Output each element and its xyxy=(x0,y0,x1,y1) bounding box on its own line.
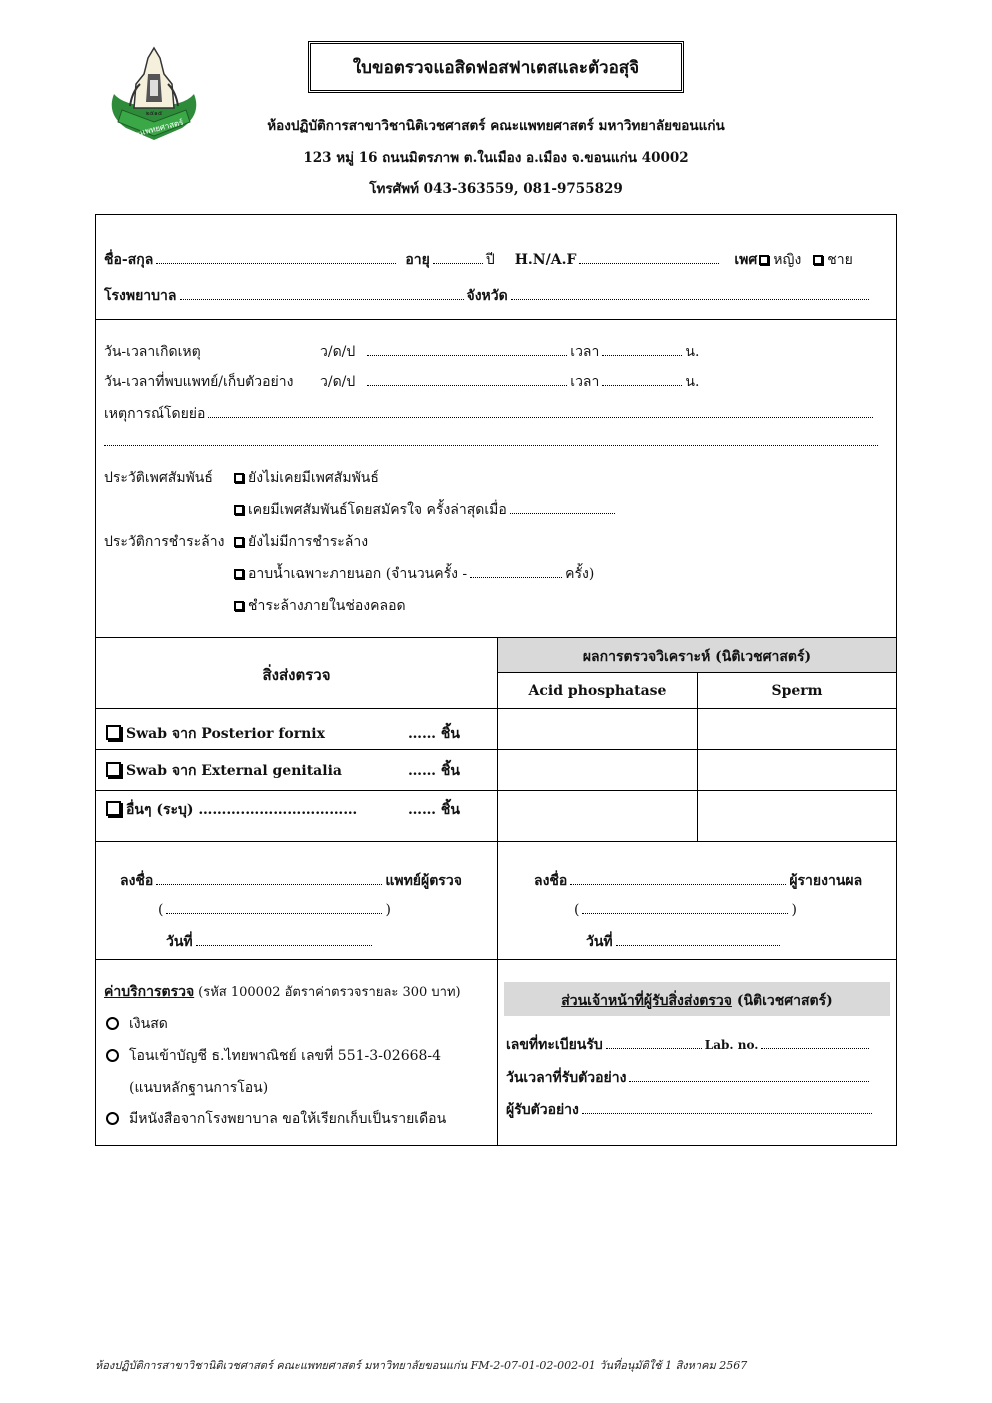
summary-row xyxy=(104,403,876,425)
reporter-sign-row xyxy=(534,870,862,892)
payment-letter-row xyxy=(106,1108,446,1130)
payment-letter-radio[interactable] xyxy=(106,1112,119,1125)
age-label: อายุ xyxy=(405,252,430,268)
female-checkbox[interactable] xyxy=(759,255,769,265)
exam-time-field[interactable] xyxy=(602,373,682,386)
exam-date-field[interactable] xyxy=(367,373,567,386)
wash-opt2-checkbox[interactable] xyxy=(234,569,244,579)
event-time-unit: น. xyxy=(685,344,700,360)
reporter-date-row xyxy=(586,931,783,953)
payment-cash-label: เงินสด xyxy=(129,1016,168,1032)
payment-transfer-label: โอนเข้าบัญชี ธ.ไทยพาณิชย์ เลขที่ 551-3-02668-4 xyxy=(129,1048,442,1064)
doctor-date-row xyxy=(166,931,375,953)
results-header: ผลการตรวจวิเคราะห์ (นิติเวชศาสตร์) xyxy=(582,649,812,665)
svg-text:๒๕๑๕: ๒๕๑๕ xyxy=(145,110,163,117)
form-footer: ห้องปฏิบัติการสาขาวิชานิติเวชศาสตร์ คณะแพทยศาสตร์ มหาวิทยาลัยขอนแก่น FM-2-07-01-02-002-01 วันที่อนุมัติใช้ 1 สิงหาคม 2567 xyxy=(95,1359,748,1372)
specimen-header: สิ่งส่งตรวจ xyxy=(262,666,331,684)
female-label: หญิง xyxy=(773,252,802,268)
officer-receiver-row xyxy=(506,1099,875,1121)
reporter-paren-open: ( xyxy=(574,902,580,918)
specimen-item-1 xyxy=(106,723,460,745)
officer-title-row xyxy=(504,990,890,1012)
sex-history-label: ประวัติเพศสัมพันธ์ xyxy=(104,470,213,486)
exam-dmy: ว/ด/ป xyxy=(320,374,356,390)
event-time-row xyxy=(104,341,699,363)
sex-label: เพศ xyxy=(734,252,758,268)
lab-no-field[interactable] xyxy=(761,1036,869,1049)
exam-time-row xyxy=(104,371,699,393)
form-title: ใบขอตรวจแอสิดฟอสฟาเตสและตัวอสุจิ xyxy=(308,41,684,93)
summary-field[interactable] xyxy=(208,405,873,418)
hospital-field[interactable] xyxy=(180,287,464,300)
payment-title: ค่าบริการตรวจ xyxy=(104,984,195,1000)
summary-field-2[interactable] xyxy=(104,433,878,446)
wash-opt1-checkbox[interactable] xyxy=(234,537,244,547)
officer-title-suffix: (นิติเวชศาสตร์) xyxy=(736,993,833,1009)
event-date-field[interactable] xyxy=(367,343,567,356)
wash-count-field[interactable] xyxy=(470,565,562,578)
doctor-paren-open: ( xyxy=(158,902,164,918)
received-date-label: วันเวลาที่รับตัวอย่าง xyxy=(506,1070,627,1086)
payment-transfer-row xyxy=(106,1045,441,1067)
payment-transfer-note: (แนบหลักฐานการโอน) xyxy=(129,1080,269,1096)
wash-opt2-label: อาบน้ำเฉพาะภายนอก (จำนวนครั้ง - xyxy=(248,566,468,582)
event-time-label: เวลา xyxy=(570,344,600,360)
reporter-sign-label: ลงชื่อ xyxy=(534,873,568,889)
reporter-sign-field[interactable] xyxy=(570,872,786,885)
lab-name: ห้องปฏิบัติการสาขาวิชานิติเวชศาสตร์ คณะแพทยศาสตร์ มหาวิทยาลัยขอนแก่น xyxy=(267,118,725,134)
patient-row-1 xyxy=(104,249,853,271)
sex-opt1-label: ยังไม่เคยมีเพศสัมพันธ์ xyxy=(248,470,379,486)
doctor-paren-close: ) xyxy=(385,902,391,918)
reg-no-field[interactable] xyxy=(606,1036,702,1049)
specimen-item-2-qty: …… ชิ้น xyxy=(408,763,460,779)
wash-history-label: ประวัติการชำระล้าง xyxy=(104,534,225,550)
doctor-sign-row xyxy=(120,870,462,892)
specimen-item-2 xyxy=(106,760,460,782)
lab-no-label: Lab. no. xyxy=(704,1038,759,1052)
faculty-logo xyxy=(104,44,204,148)
officer-title: ส่วนเจ้าหน้าที่ผู้รับสิ่งส่งตรวจ xyxy=(561,993,732,1009)
doctor-date-label: วันที่ xyxy=(166,934,193,950)
sex-opt2-label: เคยมีเพศสัมพันธ์โดยสมัครใจ ครั้งล่าสุดเมื่อ xyxy=(248,502,507,518)
col-acid-phosphatase: Acid phosphatase xyxy=(528,683,667,699)
payment-letter-label: มีหนังสือจากโรงพยาบาล ขอให้เรียกเก็บเป็นรายเดือน xyxy=(129,1111,447,1127)
hn-label: H.N/A.F xyxy=(514,252,577,268)
last-sex-date-field[interactable] xyxy=(510,501,615,514)
exam-label: วัน-เวลาที่พบแพทย์/เก็บตัวอย่าง xyxy=(104,374,294,390)
wash-opt3-label: ชำระล้างภายในช่องคลอด xyxy=(248,598,406,614)
payment-title-row xyxy=(104,981,461,1003)
event-time-field[interactable] xyxy=(602,343,682,356)
sex-opt2-checkbox[interactable] xyxy=(234,505,244,515)
doctor-name-row xyxy=(158,901,391,918)
officer-reg-row xyxy=(506,1034,872,1056)
payment-note: (รหัส 100002 อัตราค่าตรวจรายละ 300 บาท) xyxy=(198,985,461,1000)
reporter-date-field[interactable] xyxy=(616,933,780,946)
specimen-item-3 xyxy=(106,799,460,821)
receiver-field[interactable] xyxy=(582,1101,872,1114)
reporter-date-label: วันที่ xyxy=(586,934,613,950)
age-field[interactable] xyxy=(433,251,483,264)
doctor-sign-field[interactable] xyxy=(156,872,382,885)
specimen-item-1-label: Swab จาก Posterior fornix xyxy=(126,726,325,742)
lab-phone: โทรศัพท์ 043-363559, 081-9755829 xyxy=(369,181,623,197)
payment-cash-row xyxy=(106,1013,168,1035)
payment-transfer-radio[interactable] xyxy=(106,1049,119,1062)
event-dmy: ว/ด/ป xyxy=(320,344,356,360)
officer-date-row xyxy=(506,1067,872,1089)
wash-history-row-3 xyxy=(232,595,406,617)
specimen-item-3-checkbox[interactable] xyxy=(106,801,121,816)
doctor-date-field[interactable] xyxy=(196,933,372,946)
wash-opt1-label: ยังไม่มีการชำระล้าง xyxy=(248,534,369,550)
male-checkbox[interactable] xyxy=(813,255,823,265)
reporter-name-row xyxy=(574,901,797,918)
reporter-paren-close: ) xyxy=(791,902,797,918)
province-field[interactable] xyxy=(511,287,869,300)
exam-time-label: เวลา xyxy=(570,374,600,390)
form-frame xyxy=(95,214,897,1146)
sex-opt1-checkbox[interactable] xyxy=(234,473,244,483)
patient-row-2 xyxy=(104,285,872,307)
specimen-item-1-qty: …… ชิ้น xyxy=(408,726,460,742)
exam-time-unit: น. xyxy=(685,374,700,390)
sex-history-row-1 xyxy=(104,467,379,489)
specimen-item-2-label: Swab จาก External genitalia xyxy=(126,763,342,779)
lab-address: 123 หมู่ 16 ถนนมิตรภาพ ต.ในเมือง อ.เมือง จ.ขอนแก่น 40002 xyxy=(303,150,689,166)
reporter-name-field[interactable] xyxy=(582,901,788,914)
reporter-role: ผู้รายงานผล xyxy=(789,873,863,889)
svg-text:คณะแพทยศาสตร์: คณะแพทยศาสตร์ xyxy=(122,117,185,142)
wash-history-row-1 xyxy=(104,531,368,553)
name-label: ชื่อ-สกุล xyxy=(104,252,154,268)
receiver-label: ผู้รับตัวอย่าง xyxy=(506,1102,579,1118)
specimen-item-2-checkbox[interactable] xyxy=(106,762,121,777)
payment-transfer-note-row xyxy=(129,1077,268,1099)
hn-field[interactable] xyxy=(579,251,719,264)
wash-opt3-checkbox[interactable] xyxy=(234,601,244,611)
wash-opt2-suffix: ครั้ง) xyxy=(565,566,595,582)
male-label: ชาย xyxy=(827,252,853,268)
summary-row-2 xyxy=(104,433,878,446)
hospital-label: โรงพยาบาล xyxy=(104,288,177,304)
province-label: จังหวัด xyxy=(466,288,508,304)
summary-label: เหตุการณ์โดยย่อ xyxy=(104,406,206,422)
event-label: วัน-เวลาเกิดเหตุ xyxy=(104,344,201,360)
specimen-item-3-qty: …… ชิ้น xyxy=(408,802,460,818)
specimen-item-3-label: อื่นๆ (ระบุ) ……….…………………… xyxy=(126,802,358,818)
doctor-sign-label: ลงชื่อ xyxy=(120,873,154,889)
payment-cash-radio[interactable] xyxy=(106,1017,119,1030)
name-field[interactable] xyxy=(156,251,396,264)
received-date-field[interactable] xyxy=(629,1069,869,1082)
specimen-item-1-checkbox[interactable] xyxy=(106,725,121,740)
reg-no-label: เลขที่ทะเบียนรับ xyxy=(506,1037,603,1053)
col-sperm: Sperm xyxy=(771,683,823,699)
wash-history-row-2 xyxy=(232,563,594,585)
doctor-role: แพทย์ผู้ตรวจ xyxy=(385,873,462,889)
doctor-name-field[interactable] xyxy=(166,901,382,914)
sex-history-row-2 xyxy=(232,499,618,521)
age-unit: ปี xyxy=(485,252,495,268)
